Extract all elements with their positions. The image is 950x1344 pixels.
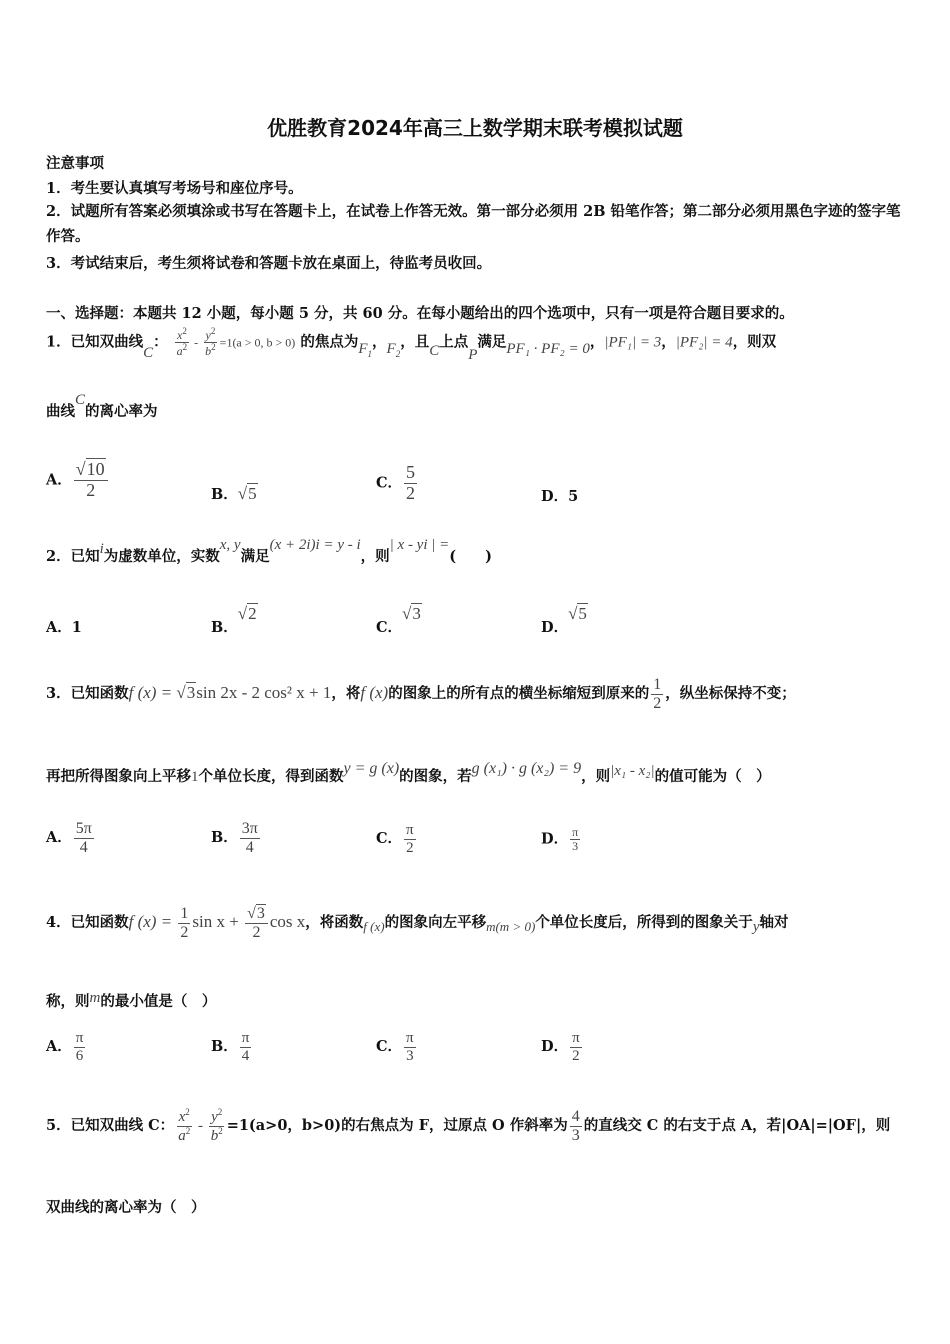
q3-option-b[interactable]: B． $\frac{3\pi}{4}$ — [211, 820, 258, 856]
question-3-line-2: 再把所得图象向上平移1个单位长度，得到函数y = g (x)的图象，若g (x₁) · g (x₂) = 9，则|x₁ - x₂|的值可能为（ ） — [46, 760, 771, 785]
q4-option-a[interactable]: A． $\frac{\pi}{6}$ — [46, 1030, 84, 1064]
notice-item-1: 1．考生要认真填写考场号和座位序号。 — [46, 180, 303, 197]
question-1-line-1: 1．已知双曲线C： $\frac{x^2}{a^2}$ - $\frac{y^2}{b^2}$ =1(a > 0, b > 0) 的焦点为$F_1$，$F_2$，且C上点P满足PF₁ · PF₂ = 0，|PF₁| = 3，|PF₂| = 4，则双 — [46, 326, 777, 363]
q3-option-c[interactable]: C． $\frac{\pi}{2}$ — [376, 822, 414, 856]
q3-option-d[interactable]: D． $\frac{\pi}{3}$ — [541, 825, 579, 854]
q2-option-a[interactable]: A．1 — [46, 619, 82, 636]
question-3-line-1: 3．已知函数f (x) = √3sin 2x - 2 cos² x + 1，将f (x)的图象上的所有点的横坐标缩短到原来的 $\frac{1}{2}$ ，纵坐标保持不变； — [46, 676, 796, 712]
y2-over-b2: $\frac{y^2}{b^2}$ — [205, 326, 216, 359]
q2-option-c[interactable]: C．√3 — [376, 604, 421, 636]
notice-heading: 注意事项 — [46, 155, 104, 172]
notice-item-3: 3．考试结束后，考生须将试卷和答题卡放在桌面上，待监考员收回。 — [46, 255, 492, 272]
q4-option-d[interactable]: D． $\frac{\pi}{2}$ — [541, 1030, 580, 1064]
question-4-line-1: 4．已知函数f (x) = $\frac{1}{2}$ sin x + $\frac{√3}{2}$ cos x，将函数f (x)的图象向左平移m(m > 0)个单位长度后，所得到的图象关于y轴对 — [46, 905, 789, 941]
page-title: 优胜教育2024年高三上数学期末联考模拟试题 — [267, 116, 683, 140]
q4-option-b[interactable]: B． $\frac{\pi}{4}$ — [211, 1030, 250, 1064]
q2-option-d[interactable]: D．√5 — [541, 604, 587, 636]
q4-option-c[interactable]: C． $\frac{\pi}{3}$ — [376, 1030, 414, 1064]
question-5-line-1: 5．已知双曲线 C： $\frac{x^2}{a^2}$ - $\frac{y^2}{b^2}$ =1(a>0，b>0)的右焦点为 F，过原点 O 作斜率为 $\frac{4}{3}$ 的直线交 C 的右支于点 A，若|OA|=|OF|，则 — [46, 1107, 891, 1144]
x2-over-a2: $\frac{x^2}{a^2}$ — [176, 326, 188, 359]
q1-option-b[interactable]: B．√5 — [211, 484, 257, 503]
q3-option-a[interactable]: A． $\frac{5\pi}{4}$ — [46, 820, 92, 856]
q2-option-b[interactable]: B．√2 — [211, 604, 257, 636]
q1-option-a[interactable]: A． $\frac{√10}{2}$ — [46, 460, 110, 501]
question-1-line-2: 曲线C的离心率为 — [46, 392, 158, 420]
question-2: 2．已知i为虚数单位，实数x, y满足(x + 2i)i = y - i，则| x - yi | =( ) — [46, 537, 492, 565]
notice-item-2: 2．试题所有答案必须填涂或书写在答题卡上，在试卷上作答无效。第一部分必须用 2B 铅笔作答；第二部分必须用黑色字迹的签字笔作答。 — [46, 203, 901, 245]
q1-option-d[interactable]: D．5 — [541, 488, 579, 505]
section-1-heading: 一、选择题：本题共 12 小题，每小题 5 分，共 60 分。在每小题给出的四个选项中，只有一项是符合题目要求的。 — [46, 305, 794, 322]
q1-option-c[interactable]: C． $\frac{5}{2}$ — [376, 462, 416, 503]
question-4-line-2: 称，则m的最小值是（ ） — [46, 990, 217, 1010]
question-5-line-2: 双曲线的离心率为（ ） — [46, 1199, 206, 1216]
